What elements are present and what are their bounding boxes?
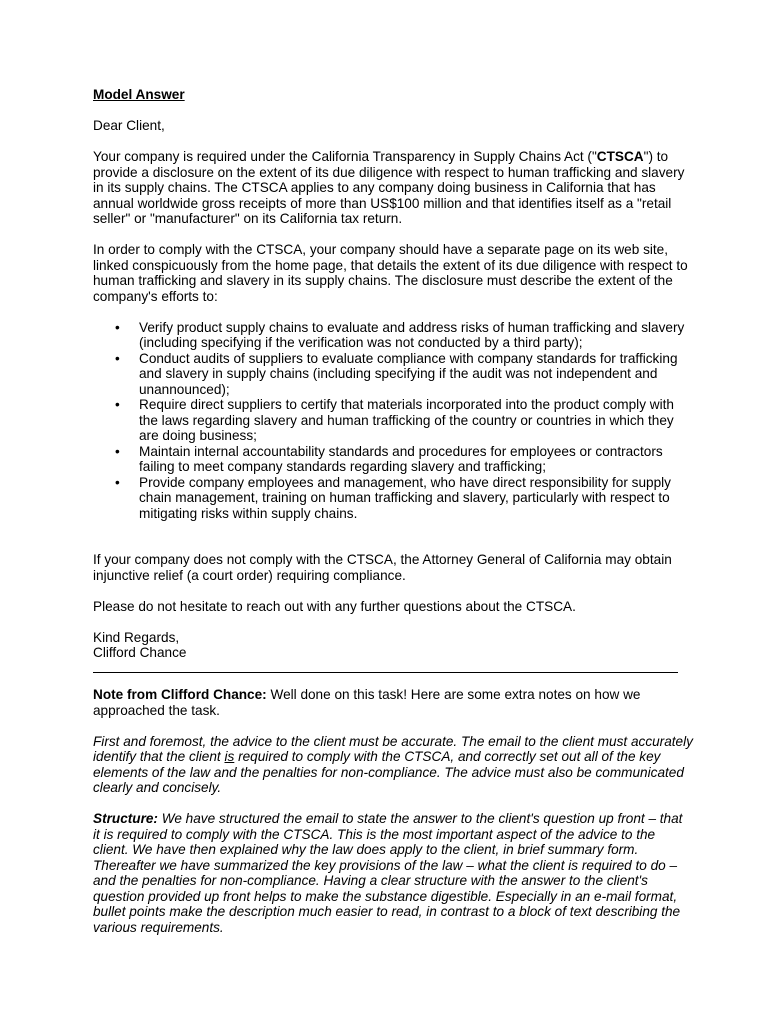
bullet-icon: • (115, 319, 120, 335)
list-item-text: Conduct audits of suppliers to evaluate compliance with company standards for trafficking and slavery in supply chains (including specifying if the audit was not independent and unannounced); (139, 350, 678, 397)
intro-text-end: ") to provide a disclosure on the extent of its due diligence with respect to human trafficking and slavery in its supply chains. The CTSCA applies to any company doing business in California that has annual worldwide gross receipts of more than US$100 million and that identifies itself as a "retail seller" or "manufacturer" on its California tax return. (93, 149, 685, 226)
intro-paragraph (93, 149, 693, 227)
intro-text-start: Your company is required under the California Transparency in Supply Chains Act (" (93, 149, 597, 164)
salutation: Dear Client, (93, 118, 165, 133)
structure-paragraph (93, 811, 693, 935)
accuracy-emphasis: is (224, 749, 235, 764)
list-item-text: Maintain internal accountability standards and procedures for employees or contractors failing to meet company standards regarding slavery and trafficking; (139, 443, 663, 474)
bullet-icon: • (115, 350, 120, 366)
section-divider (93, 672, 678, 673)
list-item-text: Verify product supply chains to evaluate and address risks of human trafficking and slavery (including specifying if the verification was not conducted by a third party); (139, 319, 685, 350)
list-item-text: Provide company employees and management, who have direct responsibility for supply chain management, training on human trafficking and slavery, particularly with respect to mitigating risks within supply chains. (139, 474, 671, 521)
structure-label: Structure: (93, 811, 158, 826)
accuracy-paragraph (93, 734, 693, 796)
list-item (93, 475, 693, 522)
notes-heading: Note from Clifford Chance: (93, 687, 267, 702)
page-title: Model Answer (93, 87, 185, 102)
letter-body (93, 87, 693, 661)
list-item (93, 351, 693, 398)
notes-intro (93, 687, 693, 718)
list-item-text: Require direct suppliers to certify that materials incorporated into the product comply with the laws regarding slavery and human trafficking of the country or countries in which they are doing business; (139, 397, 674, 443)
closing-line: Please do not hesitate to reach out with any further questions about the CTSCA. (93, 598, 576, 614)
ctsca-defined-term: CTSCA (596, 149, 644, 164)
notes-heading-text: Well done on this task! Here are some extra notes on how we approached the task. (93, 687, 641, 718)
list-item (93, 397, 693, 444)
structure-text: We have structured the email to state the answer to the client's question up front – that it is required to comply with the CTSCA. This is the most important aspect of the advice to the client. We have then explained why the law does apply to the client, in brief summary form. Thereafter we have summarized the key provisions of the law – what the client is required to do – and the penalties for non-compliance. Having a clear structure with the answer to the client's question provided up front helps to make the substance digestible. Especially in an e-mail format, bullet points make the description much easier to read, in contrast to a block of text describing the various requirements. (93, 811, 683, 935)
sign-off: Kind Regards, (93, 629, 180, 645)
compliance-paragraph: In order to comply with the CTSCA, your company should have a separate page on its web site, linked conspicuously from the home page, that details the extent of its due diligence with respect to human trafficking and slavery in its supply chains. The disclosure must describe the extent of the company's efforts to: (93, 242, 688, 304)
notes-section (93, 687, 693, 935)
accuracy-text-end: required to comply with the CTSCA, and correctly set out all of the key elements of the law and the penalties for non-compliance. The advice must also be communicated clearly and concisely. (93, 749, 684, 795)
accuracy-text-start: First and foremost, the advice to the client must be accurate. The email to the client must accurately identify that the client (93, 733, 693, 764)
penalty-paragraph: If your company does not comply with the CTSCA, the Attorney General of California may obtain injunctive relief (a court order) requiring compliance. (93, 552, 672, 583)
bullet-icon: • (115, 474, 120, 490)
signature: Clifford Chance (93, 645, 187, 660)
list-item (93, 320, 693, 351)
requirements-list (93, 320, 693, 522)
bullet-icon: • (115, 443, 120, 459)
list-item (93, 444, 693, 475)
bullet-icon: • (115, 397, 120, 412)
